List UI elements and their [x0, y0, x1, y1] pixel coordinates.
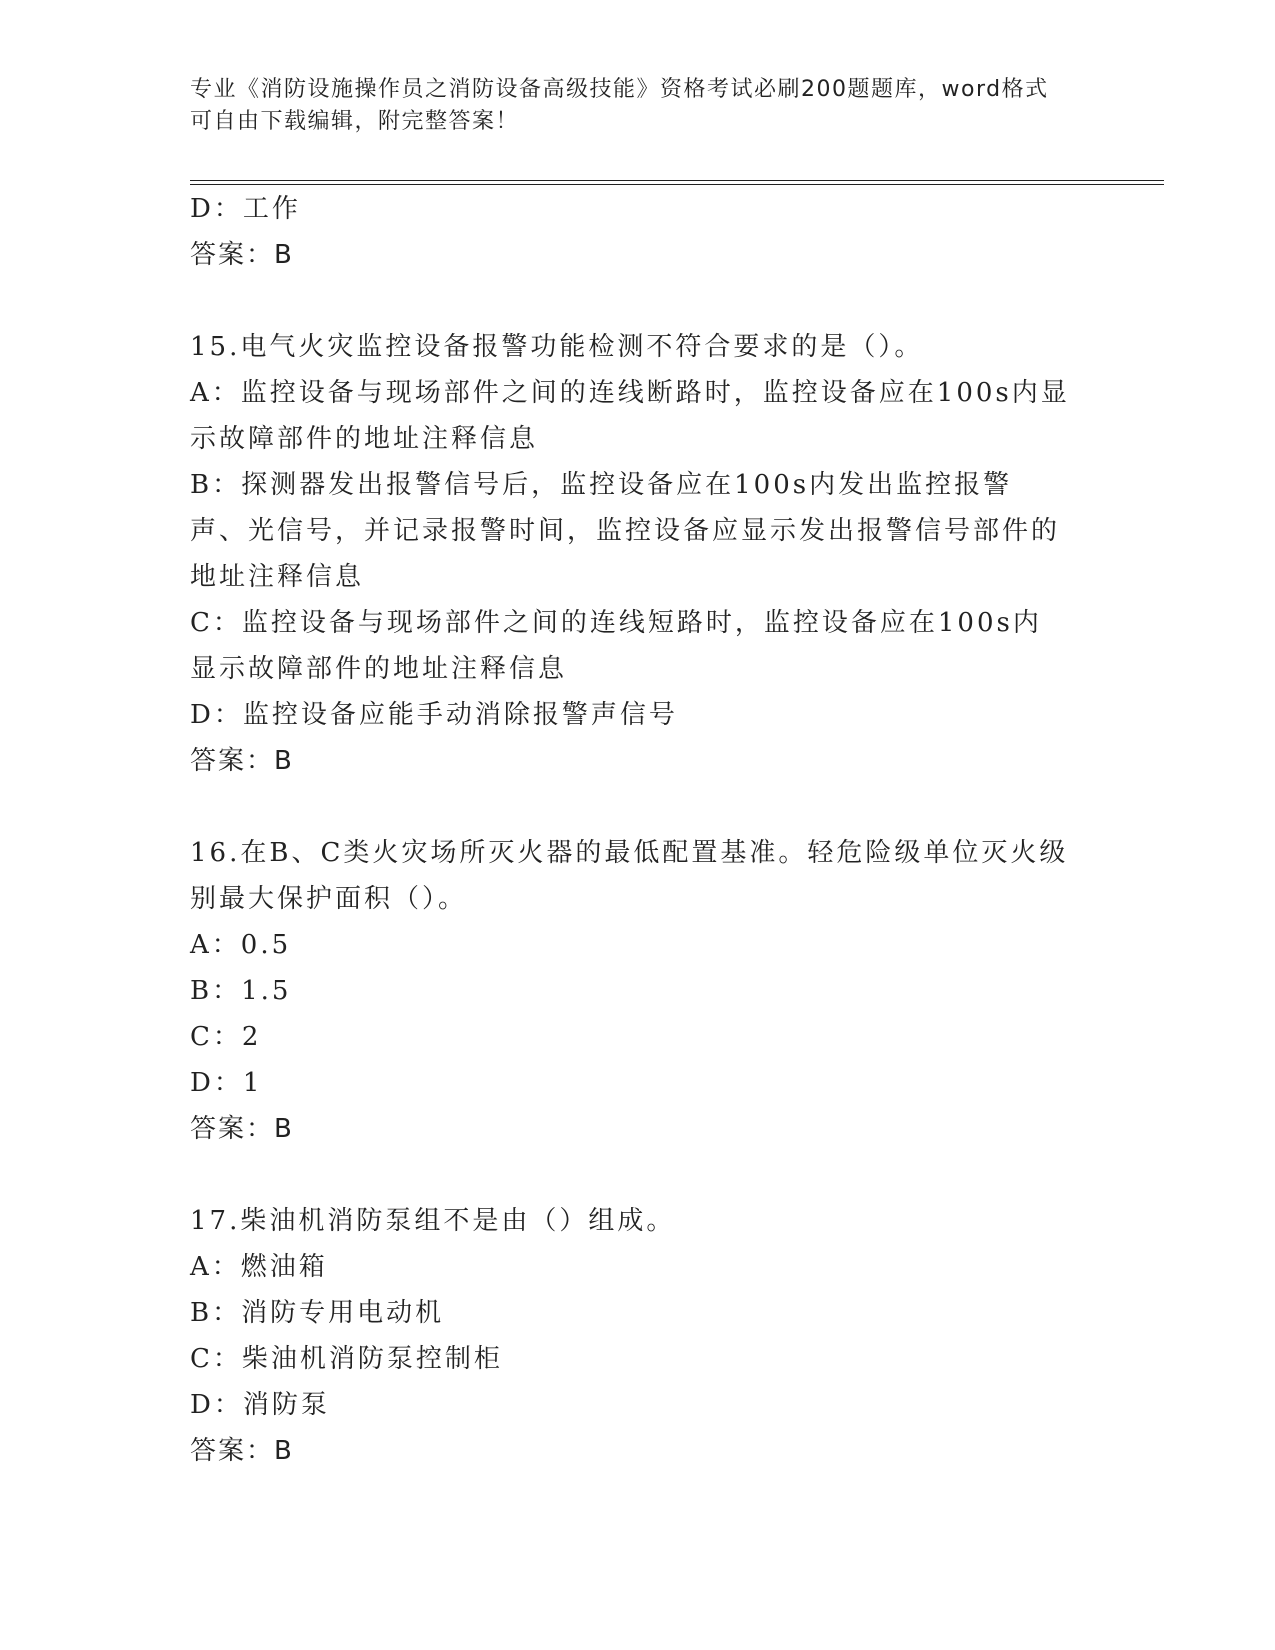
- question-stem: 16.在B、C类火灾场所灭火器的最低配置基准。轻危险级单位灭火级别最大保护面积（）。: [190, 838, 1069, 914]
- option-b: B：探测器发出报警信号后，监控设备应在100s内发出监控报警声、光信号，并记录报警时间，监控设备应显示发出报警信号部件的地址注释信息: [190, 470, 1061, 592]
- answer-line: 答案：B: [190, 746, 294, 776]
- option-a: A：监控设备与现场部件之间的连线断路时，监控设备应在100s内显示故障部件的地址注释信息: [190, 378, 1070, 454]
- option-d: D：监控设备应能手动消除报警声信号: [190, 700, 678, 730]
- option-d: D：工作: [190, 194, 301, 224]
- header-divider-top: [190, 180, 1164, 181]
- option-b: B：消防专用电动机: [190, 1298, 445, 1328]
- question-stem: 17.柴油机消防泵组不是由（）组成。: [190, 1206, 676, 1236]
- option-d: D：1: [190, 1068, 263, 1098]
- option-c: C：监控设备与现场部件之间的连线短路时，监控设备应在100s内显示故障部件的地址注释信息: [190, 608, 1042, 684]
- question-16: [190, 830, 1070, 1152]
- option-d: D：消防泵: [190, 1390, 330, 1420]
- spacer: [190, 1152, 1070, 1198]
- question-17: [190, 1198, 1070, 1474]
- question-15: [190, 324, 1070, 784]
- document-header: [190, 74, 1070, 138]
- answer-line: 答案：B: [190, 1436, 294, 1466]
- previous-question-tail: [190, 186, 1070, 278]
- question-stem: 15.电气火灾监控设备报警功能检测不符合要求的是（）。: [190, 332, 924, 362]
- option-c: C：2: [190, 1022, 262, 1052]
- header-divider-bottom: [190, 184, 1164, 185]
- document-body: [190, 186, 1070, 1474]
- spacer: [190, 784, 1070, 830]
- header-text: 专业《消防设施操作员之消防设备高级技能》资格考试必刷200题题库，word格式可自由下载编辑，附完整答案！: [190, 77, 1049, 134]
- spacer: [190, 278, 1070, 324]
- option-a: A：燃油箱: [190, 1252, 328, 1282]
- option-a: A：0.5: [190, 930, 292, 960]
- option-b: B：1.5: [190, 976, 292, 1006]
- answer-line: 答案：B: [190, 1114, 294, 1144]
- answer-line: 答案：B: [190, 240, 294, 270]
- option-c: C：柴油机消防泵控制柜: [190, 1344, 503, 1374]
